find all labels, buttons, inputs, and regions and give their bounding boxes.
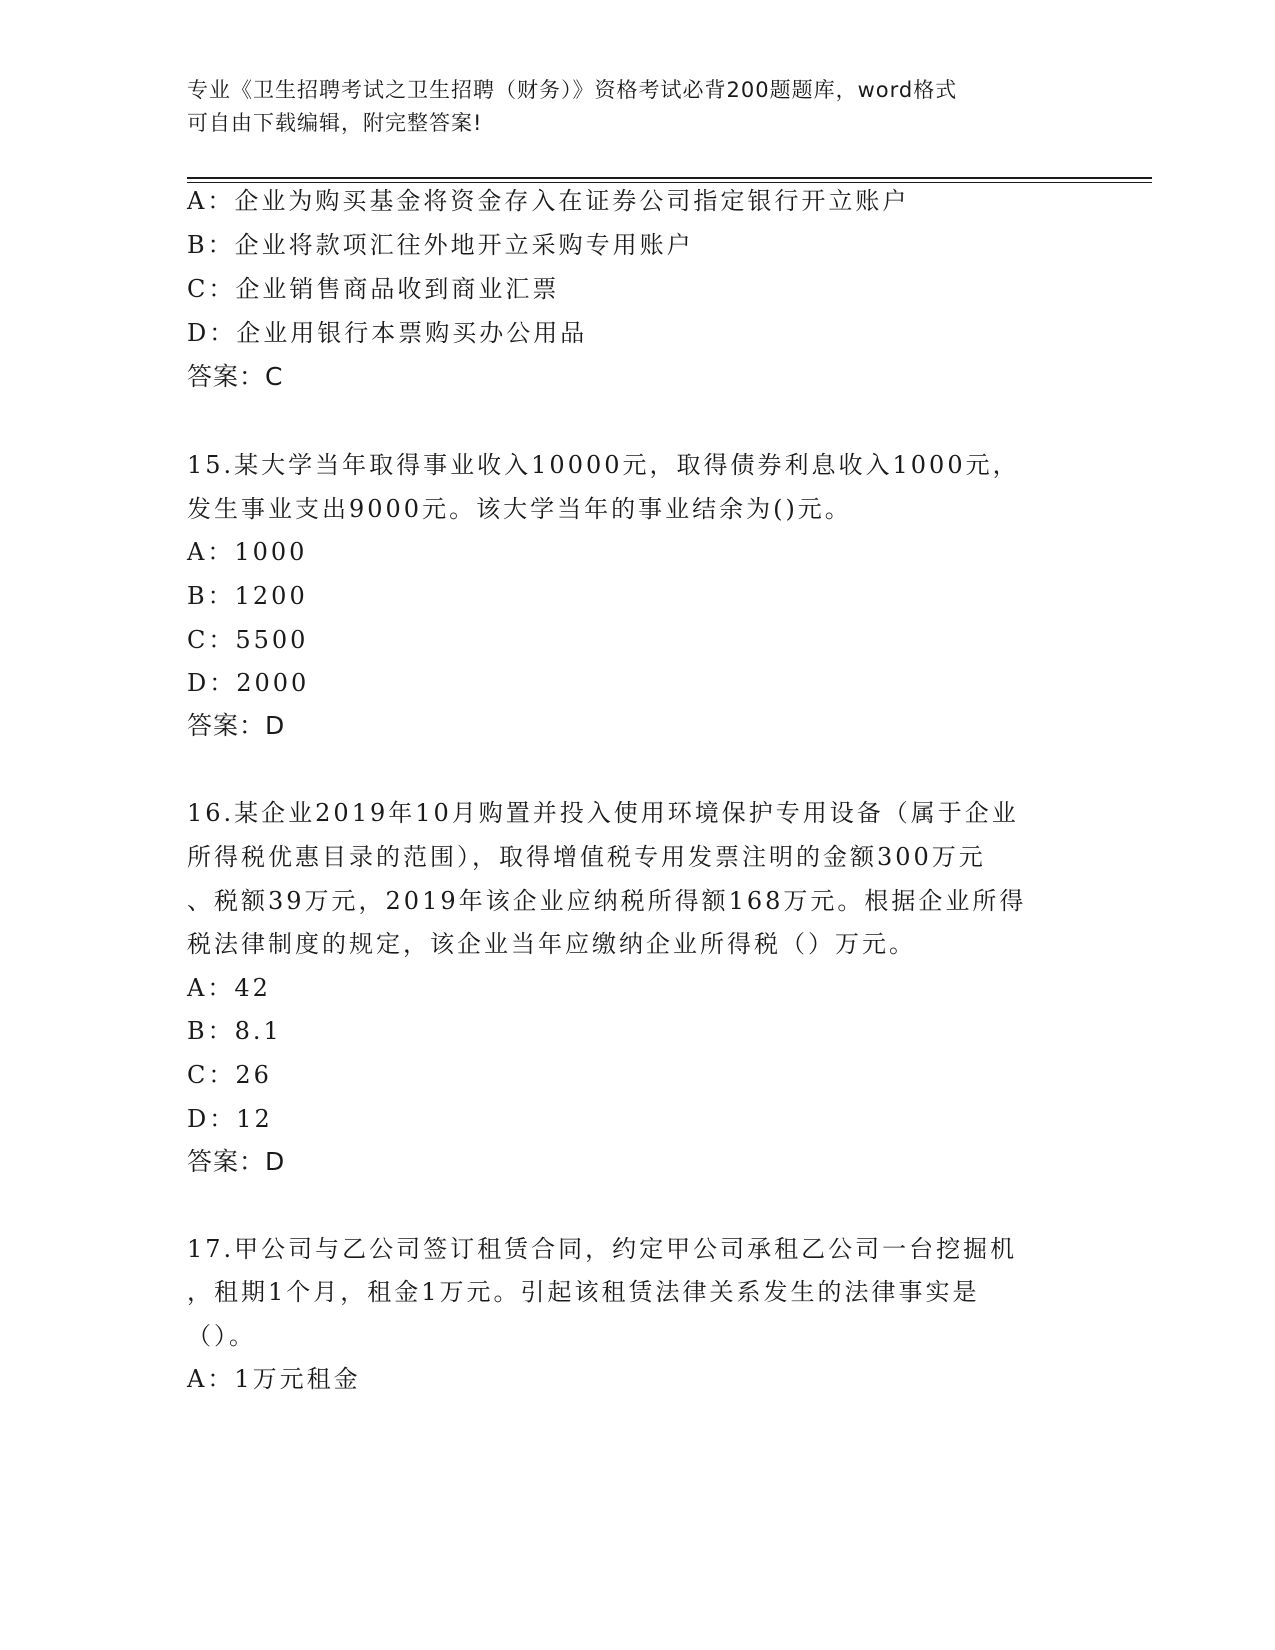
document-header xyxy=(187,74,1067,140)
q16-stem-line-4: 税法律制度的规定，该企业当年应缴纳企业所得税（）万元。 xyxy=(187,930,916,958)
q16-stem-line-2: 所得税优惠目录的范围），取得增值税专用发票注明的金额300万元 xyxy=(187,843,986,871)
header-title-line-1: 专业《卫生招聘考试之卫生招聘（财务）》资格考试必背200题题库，word格式 xyxy=(187,78,958,102)
q16-stem-line-3: 、税额39万元，2019年该企业应纳税所得额168万元。根据企业所得 xyxy=(187,887,1027,915)
q17-stem-line-3: （）。 xyxy=(187,1322,256,1350)
q16-answer: 答案：D xyxy=(187,1147,286,1176)
q15-answer: 答案：D xyxy=(187,711,286,740)
q16-option-c: C：26 xyxy=(187,1061,272,1089)
q16-option-d: D：12 xyxy=(187,1105,273,1133)
q14-option-d: D：企业用银行本票购买办公用品 xyxy=(187,319,588,347)
q16-option-a: A：42 xyxy=(187,974,271,1002)
q14-answer: 答案：C xyxy=(187,362,284,391)
header-divider-thick xyxy=(187,177,1152,179)
header-divider-thin xyxy=(187,182,1152,183)
q17-stem-line-2: ，租期1个月，租金1万元。引起该租赁法律关系发生的法律事实是 xyxy=(187,1278,980,1306)
q15-option-c: C：5500 xyxy=(187,626,309,654)
q15-stem-line-2: 发生事业支出9000元。该大学当年的事业结余为()元。 xyxy=(187,495,852,523)
q15-stem-line-1: 15.某大学当年取得事业收入10000元，取得债券利息收入1000元， xyxy=(187,451,1020,479)
q14-option-b: B：企业将款项汇往外地开立采购专用账户 xyxy=(187,231,694,259)
q17-option-a: A：1万元租金 xyxy=(187,1365,361,1393)
q15-option-b: B：1200 xyxy=(187,582,308,610)
q16-stem-line-1: 16.某企业2019年10月购置并投入使用环境保护专用设备（属于企业 xyxy=(187,799,1019,827)
q14-option-c: C：企业销售商品收到商业汇票 xyxy=(187,275,560,303)
q16-option-b: B：8.1 xyxy=(187,1017,282,1045)
q15-option-a: A：1000 xyxy=(187,538,308,566)
q14-option-a: A：企业为购买基金将资金存入在证券公司指定银行开立账户 xyxy=(187,187,910,215)
q17-stem-line-1: 17.甲公司与乙公司签订租赁合同，约定甲公司承租乙公司一台挖掘机 xyxy=(187,1235,1018,1263)
q15-option-d: D：2000 xyxy=(187,669,310,697)
header-title-line-2: 可自由下载编辑，附完整答案! xyxy=(187,111,483,135)
